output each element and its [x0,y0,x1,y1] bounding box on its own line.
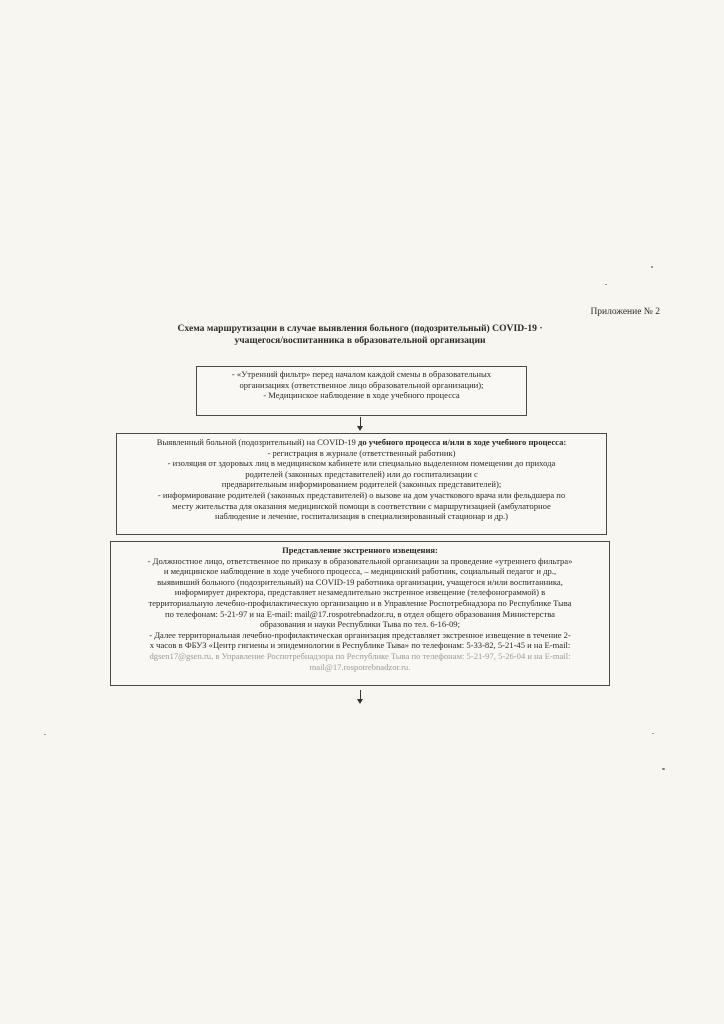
document-title [120,323,600,347]
scan-speck [651,266,653,268]
box-text-line: родителей (законных представителей) или до госпитализации с [245,468,478,479]
box-text-line: и медицинское наблюдение в ходе учебного процесса, – медицинский работник, социальный педагог и др., [163,566,557,577]
box-text-line: - информирование родителей (законных представителей) о вызове на дом участкового врача или фельдшера по [157,489,566,500]
box-text-line: наблюдение и лечение, госпитализация в специализированный стационар и др.) [215,511,508,522]
box-text-line: образования и науки Республики Тыва по тел. 6-16-09; [260,619,460,630]
box-text-line: предварительным информированием родителей (законных представителей); [221,479,502,490]
box-text-line: - Медицинское наблюдение в ходе учебного процесса [263,390,460,401]
box-heading-prefix: Выявленный больной (подозрительный) на COVID-19 [156,437,358,447]
box-heading-bold: до учебного процесса и/или в ходе учебного процесса: [357,437,567,447]
box-text-line: mail@17.rospotrebnadzor.ru. [309,661,411,672]
box-text-line: х часов в ФБУЗ «Центр гигиены и эпидемиологии в Республике Тыва» по телефонам: 5-33-82, 5-21-45 и на E-mail: [149,640,571,651]
flow-arrow-head [357,699,363,704]
box-text-line: организациях (ответственное лицо образовательной организации); [239,379,484,390]
scan-speck [662,768,665,770]
title-line: учащегося/воспитанника в образовательной организации [234,335,486,346]
box-text-line: - Далее территориальная лечебно-профилактическая организация представляет экстренное извещение в течение 2- [149,629,571,640]
box-text-line: dgsen17@gsen.ru, в Управление Роспотребнадзора по Республике Тыва по телефонам: 5-21-97, 5-26-04 и на E-mail: [149,650,571,661]
box-heading [125,437,598,448]
title-line: Схема маршрутизации в случае выявления больного (подозрительный) COVID-19 · [177,323,543,334]
flow-box-morning-filter [196,366,527,416]
box-text-line: выявивший больного (подозрительный) на COVID-19 работника организации, учащегося и/или воспитанника, [157,576,563,587]
flow-box-detected-patient [116,433,607,535]
flow-box-emergency-notice [110,541,610,686]
flow-arrow-head [357,426,363,431]
box-text-line: месту жительства для оказания медицинской помощи в соответствии с маршрутизацией (амбулаторное [172,500,551,511]
box-text-line: - «Утренний фильтр» перед началом каждой смены в образовательных [231,369,492,379]
box-text-line: - регистрация в журнале (ответственный работник) [267,447,456,458]
box-text-line: информирует директора, представляет незамедлительно экстренное извещение (телефонограммой) в [174,587,546,598]
scan-speck [605,284,607,285]
appendix-label: Приложение № 2 [590,307,660,317]
box-text-line: - Должностное лицо, ответственное по приказу в образовательной организации за проведение «утреннего фильтра» [147,555,573,566]
scan-speck [44,734,46,735]
box-text-line: - изоляция от здоровых лиц в медицинском кабинете или специально выделенном помещении до прихода [167,458,556,469]
box-text-line: территориальную лечебно-профилактическую организацию и в Управление Роспотребнадзора по Республике Тыва [148,597,572,608]
box-heading: Представление экстренного извещения: [282,545,438,555]
scan-speck [652,733,654,734]
box-text-line: по телефонам: 5-21-97 и на E-mail: mail@17.rospotrebnadzor.ru, в отдел общего образования Министерства [165,608,555,619]
